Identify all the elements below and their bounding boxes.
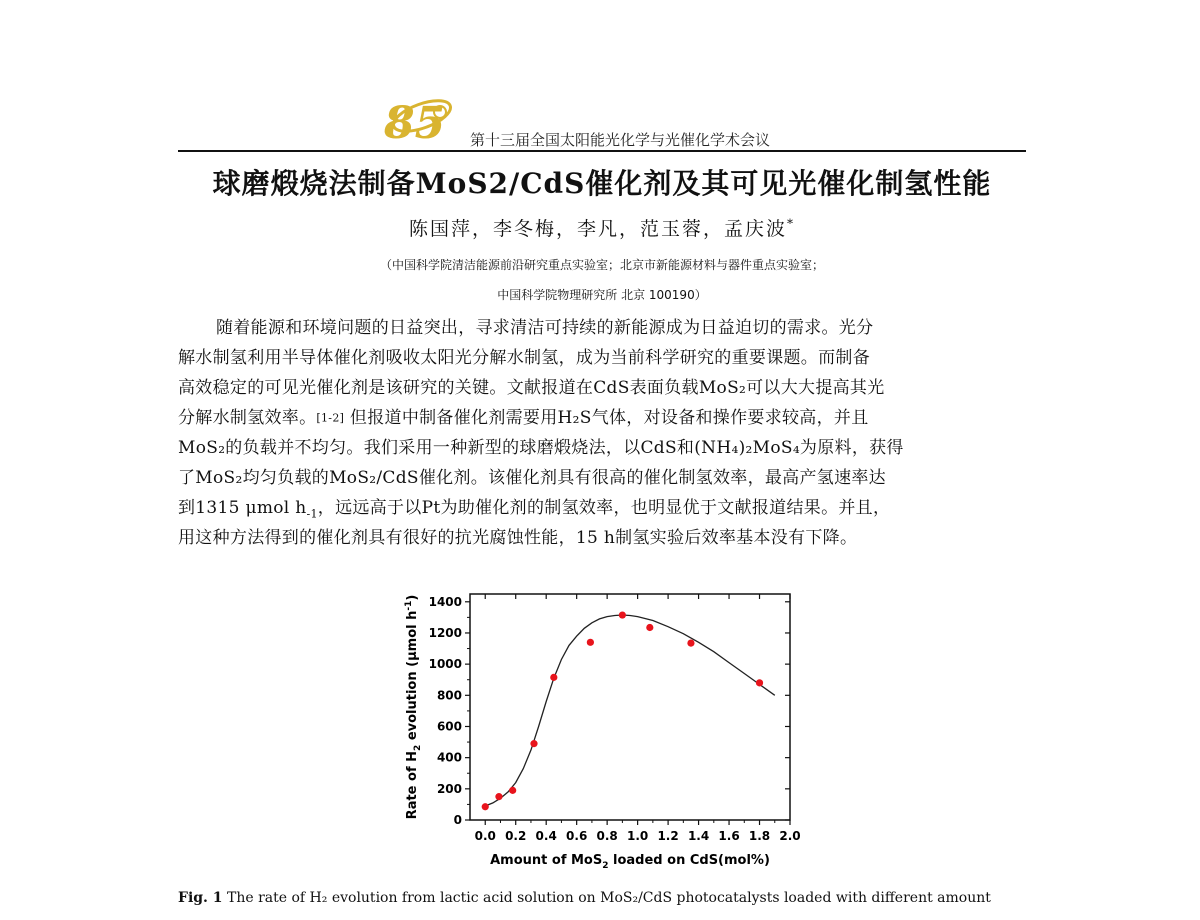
x-tick-label: 1.6	[718, 829, 740, 843]
abstract-line: 高效稳定的可见光催化剂是该研究的关键。文献报道在CdS表面负载MoS₂可以大大提高其光	[178, 378, 885, 398]
data-point	[482, 803, 489, 810]
paper-title: 球磨煅烧法制备MoS2/CdS催化剂及其可见光催化制氢性能	[212, 167, 992, 200]
x-tick-label: 0.4	[535, 829, 557, 843]
data-point	[587, 639, 594, 646]
data-point	[646, 624, 653, 631]
author-names: 陈国萍，李冬梅，李凡，范玉蓉，孟庆波	[408, 218, 787, 240]
abstract-line: 用这种方法得到的催化剂具有很好的抗光腐蚀性能，15 h制氢实验后效率基本没有下降。	[178, 528, 858, 548]
y-axis-label: Rate of $H_2$ evolution (μmol $h^{-1}$)	[404, 594, 423, 820]
x-tick-label: 0.2	[505, 829, 527, 843]
corresponding-author-mark: *	[787, 216, 795, 231]
header-rule	[178, 150, 1026, 152]
abstract-line	[178, 403, 1026, 433]
y-tick-label: 0	[453, 813, 462, 827]
y-tick-label: 1400	[428, 594, 462, 609]
x-tick-label: 0.6	[566, 829, 588, 843]
fit-curve	[485, 615, 775, 806]
conference-name: 第十三届全国太阳能光化学与光催化学术会议	[470, 131, 771, 149]
abstract-line-text: 到1315 μmol h	[178, 498, 307, 518]
caption-text: The rate of H₂ evolution from lactic acid solution on MoS₂/CdS photocatalysts loaded with different amount	[222, 890, 991, 906]
abstract-line: 了MoS₂均匀负载的MoS₂/CdS催化剂。该催化剂具有很高的催化制氢效率，最高产氢速率达	[178, 468, 886, 488]
abstract-line-text: 但报道中制备催化剂需要用H₂S气体，对设备和操作要求较高，并且	[349, 408, 869, 428]
x-tick-label: 1.0	[626, 829, 649, 843]
unit-superscript: -1	[306, 507, 318, 521]
abstract-line	[178, 493, 1026, 523]
x-axis-label: Amount of MoS$_2$ loaded on CdS(mol%)	[490, 853, 770, 871]
data-point	[756, 679, 763, 686]
logo-text: 85	[384, 98, 446, 146]
y-tick-label: 1000	[428, 657, 462, 672]
x-tick-label: 1.4	[687, 829, 710, 843]
data-point	[550, 674, 557, 681]
x-tick-label: 0.8	[596, 829, 618, 843]
affiliation-line-1: （中国科学院清洁能源前沿研究重点实验室；北京市新能源材料与器件重点实验室；	[379, 258, 824, 272]
paper-authors	[178, 214, 1026, 241]
data-point	[687, 639, 694, 646]
x-tick-label: 0.0	[474, 829, 496, 843]
x-tick-label: 1.2	[657, 829, 679, 843]
abstract-line-text: 分解水制氢效率。	[178, 408, 317, 428]
chart-svg	[390, 582, 810, 872]
y-tick-label: 200	[436, 781, 462, 796]
h2-evolution-chart	[390, 582, 810, 872]
y-tick-label: 800	[436, 688, 462, 703]
conference-logo	[378, 86, 460, 146]
figure-caption	[178, 890, 1026, 906]
abstract	[178, 313, 1026, 553]
data-point	[509, 787, 516, 794]
plot-frame	[470, 594, 790, 820]
citation-ref: [1-2]	[316, 411, 345, 425]
affiliation-line-2: 中国科学院物理研究所 北京 100190）	[497, 288, 707, 302]
y-tick-label: 1200	[428, 625, 462, 640]
abstract-line: MoS₂的负载并不均匀。我们采用一种新型的球磨煅烧法，以CdS和(NH₄)₂MoS₄为原料，获得	[178, 438, 904, 458]
abstract-line-text: ，远远高于以Pt为助催化剂的制氢效率，也明显优于文献报道结果。并且，	[317, 498, 891, 518]
y-tick-label: 400	[436, 750, 462, 765]
x-tick-label: 2.0	[779, 829, 801, 843]
figure-label: Fig. 1	[178, 890, 223, 906]
data-point	[495, 793, 502, 800]
data-point	[530, 740, 537, 747]
x-tick-label: 1.8	[748, 829, 771, 843]
data-point	[619, 611, 626, 618]
abstract-line: 解水制氢利用半导体催化剂吸收太阳光分解水制氢，成为当前科学研究的重要课题。而制备	[178, 348, 870, 368]
y-tick-label: 600	[436, 719, 462, 734]
abstract-line: 随着能源和环境问题的日益突出，寻求清洁可持续的新能源成为日益迫切的需求。光分	[216, 318, 874, 338]
